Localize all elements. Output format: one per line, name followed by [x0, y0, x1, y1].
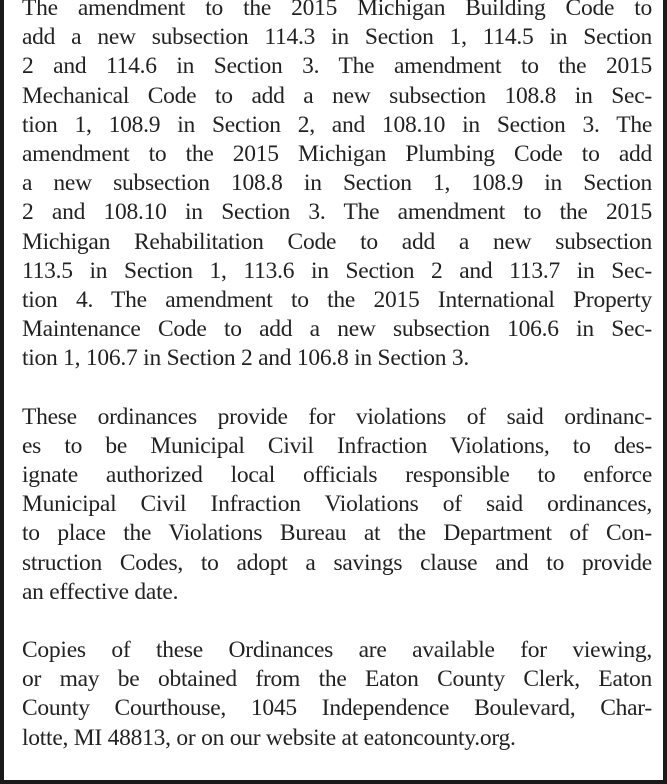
text-line: Municipal Civil Infraction Violations of said ordinances, [22, 491, 652, 518]
text-line: a new subsection 108.8 in Section 1, 108.9 in Section [22, 170, 652, 197]
text-line: amendment to the 2015 Michigan Plumbing Code to add [22, 141, 652, 168]
text-line: Michigan Rehabilitation Code to add a new subsection [22, 228, 652, 255]
text-line: es to be Municipal Civil Infraction Violations, to des- [22, 432, 652, 459]
text-line: struction Codes, to adopt a savings clause and to provide [22, 549, 652, 576]
text-line: an effective date. [22, 578, 179, 605]
text-line: 2 and 108.10 in Section 3. The amendment to the 2015 [22, 199, 652, 226]
paragraph-amendments [22, 0, 652, 374]
text-line: to place the Violations Bureau at the Department of Con- [22, 520, 652, 547]
text-line: or may be obtained from the Eaton County Clerk, Eaton [22, 666, 652, 693]
text-line: The amendment to the 2015 Michigan Building Code to [22, 0, 652, 21]
paragraph-copies [22, 636, 652, 753]
notice-body [22, 0, 652, 753]
text-line: ignate authorized local officials responsible to enforce [22, 462, 652, 489]
text-line: tion 1, 108.9 in Section 2, and 108.10 in Section 3. The [22, 111, 652, 138]
text-line: Mechanical Code to add a new subsection 108.8 in Sec- [22, 82, 652, 109]
paragraph-violations [22, 403, 652, 607]
text-line: These ordinances provide for violations of said ordinanc- [22, 403, 652, 430]
text-line: Maintenance Code to add a new subsection 106.6 in Sec- [22, 316, 652, 343]
text-line: 113.5 in Section 1, 113.6 in Section 2 and 113.7 in Sec- [22, 257, 652, 284]
text-line: Copies of these Ordinances are available for viewing, [22, 637, 652, 664]
text-line: County Courthouse, 1045 Independence Boulevard, Char- [22, 695, 652, 722]
text-line: add a new subsection 114.3 in Section 1, 114.5 in Section [22, 24, 652, 51]
text-line: tion 4. The amendment to the 2015 International Property [22, 287, 652, 314]
text-line: tion 1, 106.7 in Section 2 and 106.8 in Section 3. [22, 345, 470, 372]
text-line: 2 and 114.6 in Section 3. The amendment to the 2015 [22, 53, 652, 80]
text-line: lotte, MI 48813, or on our website at eatoncounty.org. [22, 724, 516, 751]
